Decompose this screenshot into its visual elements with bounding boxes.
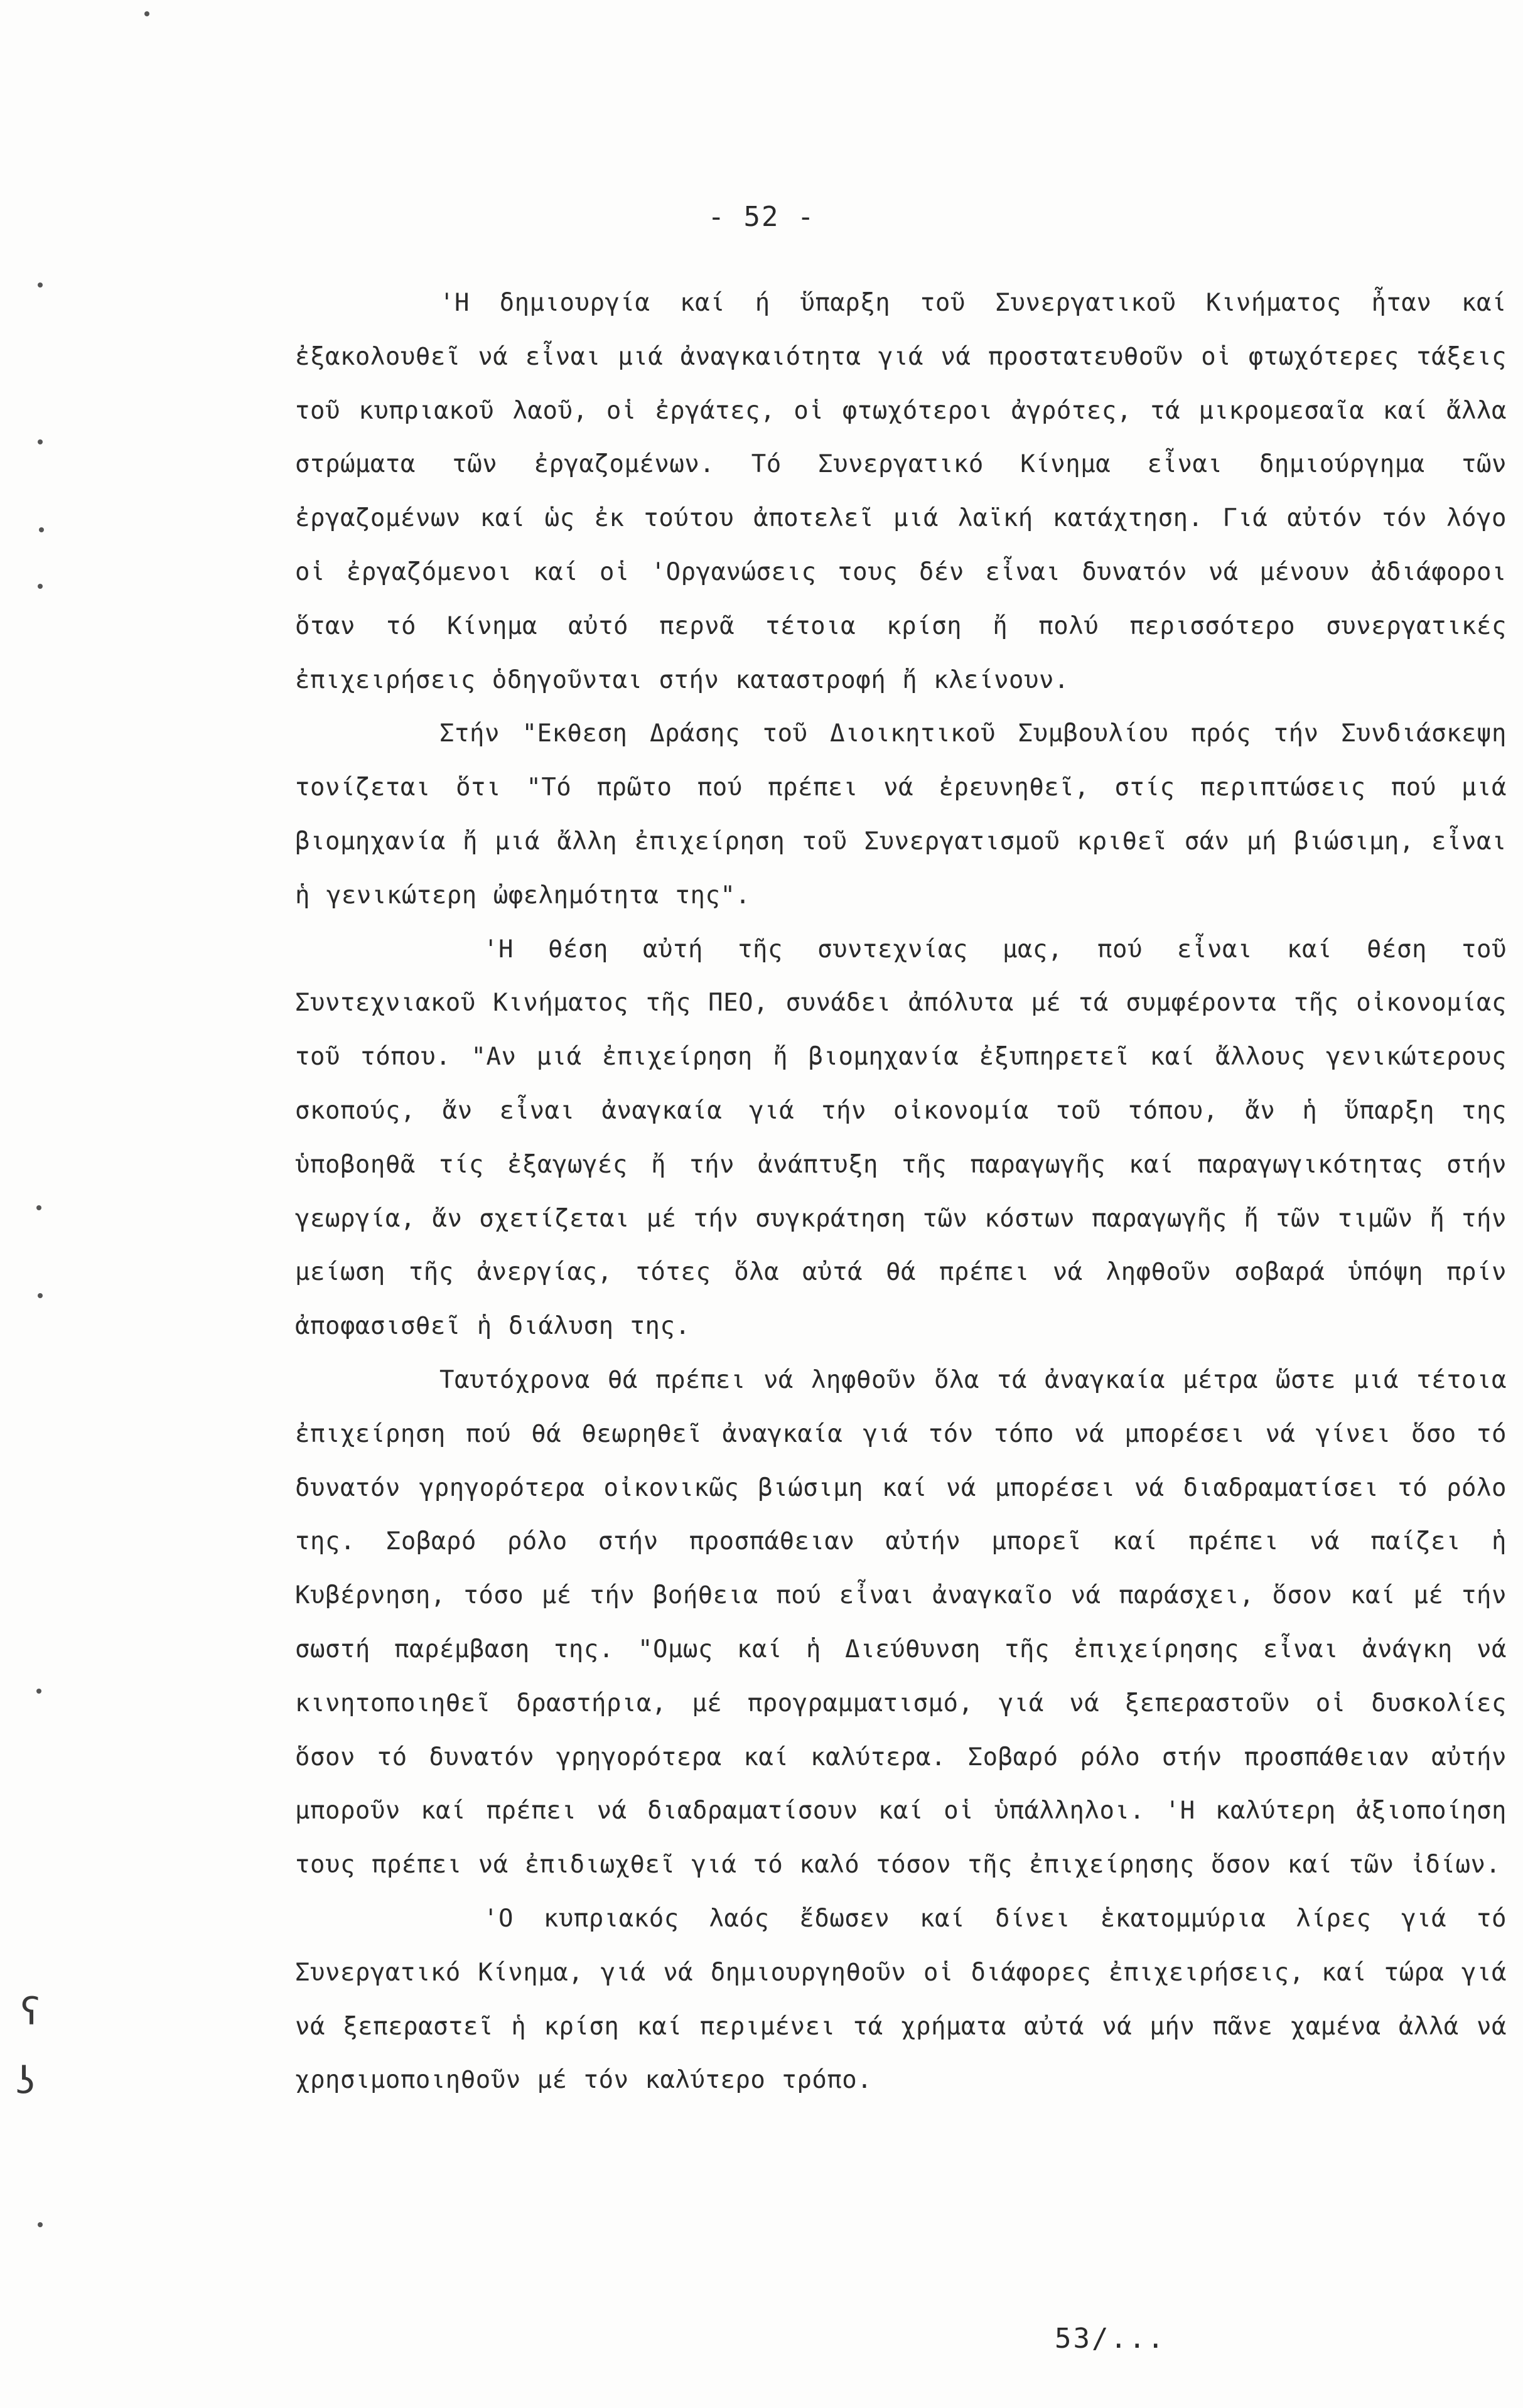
scan-speck [38, 2222, 43, 2227]
scan-speck [38, 282, 43, 288]
scan-speck [38, 439, 43, 444]
scan-speck [38, 1293, 43, 1298]
scan-mark: ʖ [14, 2059, 37, 2103]
paragraph-5: 'Ο κυπριακός λαός ἔδωσεν καί δίνει ἑκατομμύρια λίρες γιά τό Συνεργατικό Κίνημα, γιά νά δημιουργηθοῦν οἱ διάφορες ἐπιχειρήσεις, καί τώρα γιά νά ξεπεραστεῖ ἡ κρίση καί περιμένει τά χρήματα αὐτά νά μήν πᾶνε χαμένα ἀλλά νά χρησιμοποιηθοῦν μέ τόν καλύτερο τρόπο. [295, 1904, 1507, 2095]
document-body [295, 276, 1507, 2107]
scan-speck [38, 584, 43, 589]
page-number: - 52 - [708, 201, 815, 233]
scan-mark: ʕ [19, 1990, 42, 2034]
scan-speck [36, 1205, 41, 1210]
paragraph-4: Ταυτόχρονα θά πρέπει νά ληφθοῦν ὅλα τά ἀναγκαία μέτρα ὥστε μιά τέτοια ἐπιχείρηση πού θά θεωρηθεῖ ἀναγκαία γιά τόν τόπο νά μπορέσει νά γίνει ὅσο τό δυνατόν γρηγορότερα οἰκονικῶς βιώσιμη καί νά μπορέσει νά διαδραματίσει τό ρόλο της. Σοβαρό ρόλο στήν προσπάθειαν αὐτήν μπορεῖ καί πρέπει νά παίζει ἡ Κυβέρνηση, τόσο μέ τήν βοήθεια πού εἶναι ἀναγκαῖο νά παράσχει, ὅσον καί μέ τήν σωστή παρέμβαση της. "Ομως καί ἡ Διεύθυνση τῆς ἐπιχείρησης εἶναι ἀνάγκη νά κινητοποιηθεῖ δραστήρια, μέ προγραμματισμό, γιά νά ξεπεραστοῦν οἱ δυσκολίες ὅσον τό δυνατόν γρηγορότερα καί καλύτερα. Σοβαρό ρόλο στήν προσπάθειαν αὐτήν μποροῦν καί πρέπει νά διαδραματίσουν καί οἱ ὑπάλληλοι. 'Η καλύτερη ἀξιοποίηση τους πρέπει νά ἐπιδιωχθεῖ γιά τό καλό τόσον τῆς ἐπιχείρησης ὅσον καί τῶν ἰδίων. [295, 1365, 1507, 1879]
paragraph-2: Στήν "Εκθεση Δράσης τοῦ Διοικητικοῦ Συμβουλίου πρός τήν Συνδιάσκεψη τονίζεται ὅτι "Τό πρῶτο πού πρέπει νά ἐρευνηθεῖ, στίς περιπτώσεις πού μιά βιομηχανία ἤ μιά ἄλλη ἐπιχείρηση τοῦ Συνεργατισμοῦ κριθεῖ σάν μή βιώσιμη, εἶναι ἡ γενικώτερη ὠφελημότητα της". [295, 719, 1507, 910]
scan-speck [144, 11, 149, 16]
continuation-marker: 53/... [1055, 2323, 1166, 2355]
scan-speck [36, 1689, 41, 1694]
paragraph-1: 'Η δημιουργία καί ή ὕπαρξη τοῦ Συνεργατικοῦ Κινήματος ἦταν καί ἐξακολουθεῖ νά εἶναι μιά ἀναγκαιότητα γιά νά προστατευθοῦν οἱ φτωχότερες τάξεις τοῦ κυπριακοῦ λαοῦ, οἱ ἐργάτες, οἱ φτωχότεροι ἀγρότες, τά μικρομεσαῖα καί ἄλλα στρώματα τῶν ἐργαζομένων. Τό Συνεργατικό Κίνημα εἶναι δημιούργημα τῶν ἐργαζομένων καί ὡς ἐκ τούτου ἀποτελεῖ μιά λαϊκή κατάχτηση. Γιά αὐτόν τόν λόγο οἱ ἐργαζόμενοι καί οἱ 'Οργανώσεις τους δέν εἶναι δυνατόν νά μένουν ἀδιάφοροι ὅταν τό Κίνημα αὐτό περνᾶ τέτοια κρίση ἤ πολύ περισσότερο συνεργατικές ἐπιχειρήσεις ὁδηγοῦνται στήν καταστροφή ἤ κλείνουν. [295, 289, 1507, 694]
scan-speck [39, 527, 44, 532]
paragraph-3: 'Η θέση αὐτή τῆς συντεχνίας μας, πού εἶναι καί θέση τοῦ Συντεχνιακοῦ Κινήματος τῆς ΠΕΟ, συνάδει ἀπόλυτα μέ τά συμφέροντα τῆς οἰκονομίας τοῦ τόπου. "Αν μιά ἐπιχείρηση ἤ βιομηχανία ἐξυπηρετεῖ καί ἄλλους γενικώτερους σκοπούς, ἄν εἶναι ἀναγκαία γιά τήν οἰκονομία τοῦ τόπου, ἄν ἡ ὕπαρξη της ὑποβοηθᾶ τίς ἐξαγωγές ἤ τήν ἀνάπτυξη τῆς παραγωγῆς καί παραγωγικότητας στήν γεωργία, ἄν σχετίζεται μέ τήν συγκράτηση τῶν κόστων παραγωγῆς ἤ τῶν τιμῶν ἤ τήν μείωση τῆς ἀνεργίας, τότες ὅλα αὐτά θά πρέπει νά ληφθοῦν σοβαρά ὑπόψη πρίν ἀποφασισθεῖ ἡ διάλυση της. [295, 935, 1507, 1341]
